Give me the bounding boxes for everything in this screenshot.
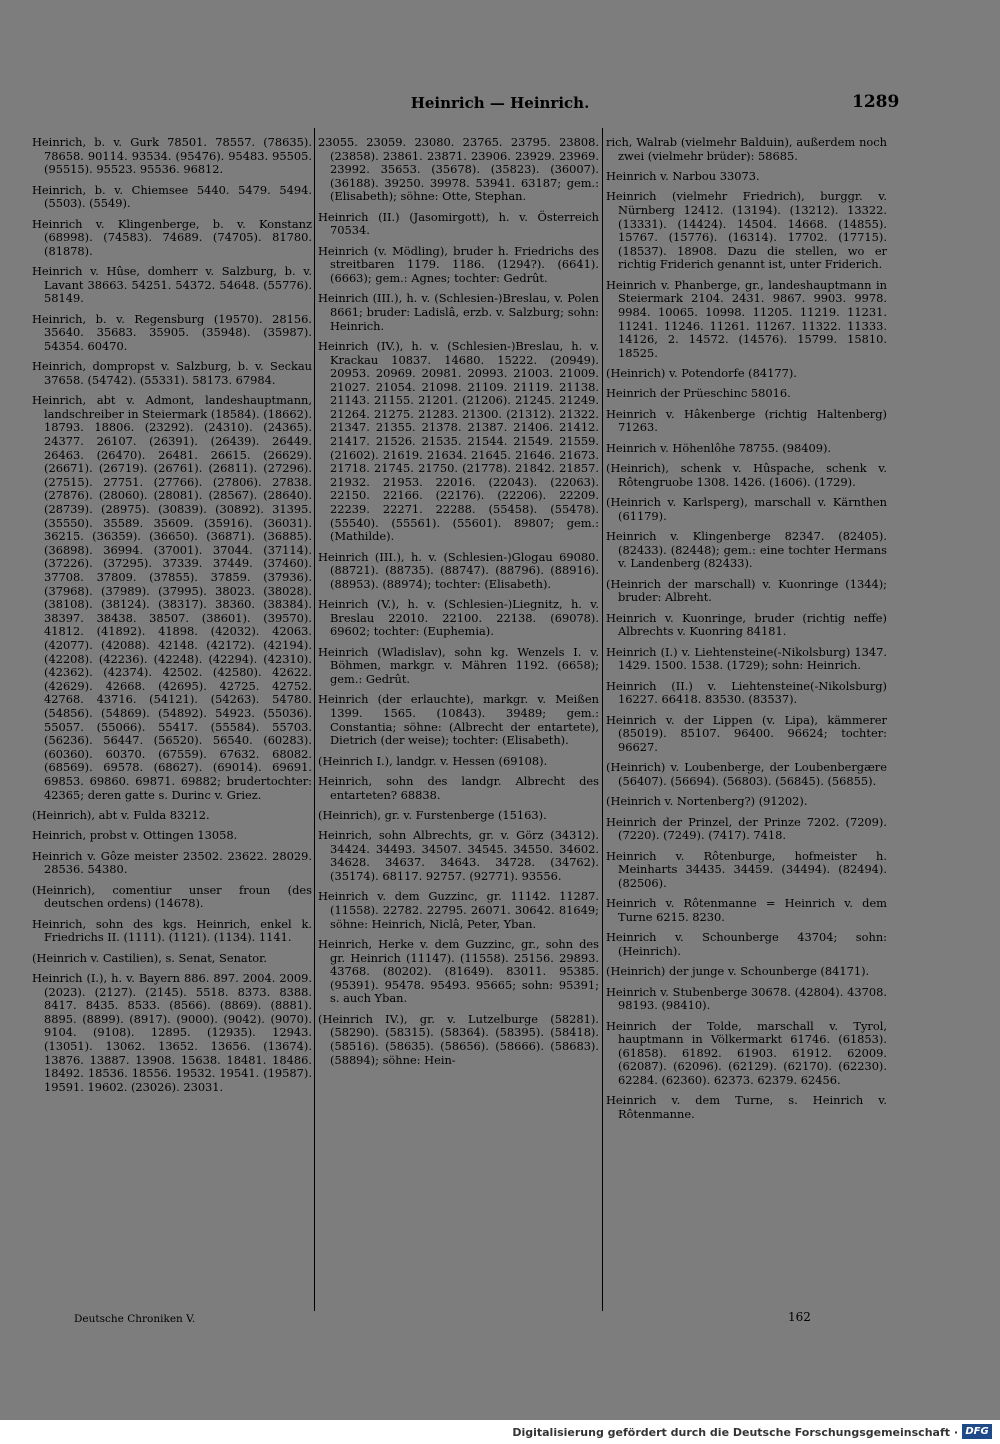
footer-signature-number: 162 [788,1310,811,1324]
index-entry: 23055. 23059. 23080. 23765. 23795. 23808. (23858). 23861. 23871. 23906. 23929. 23969. 23992. 35653. (35678). (35823). (36007). (36188). 39250. 39978. 53941. 63187; gem.: (Elisabeth); söhne: Otte, Stephan. [318,135,599,204]
index-entry: (Heinrich), comentiur unser froun (des deutschen ordens) (14678). [32,882,312,911]
index-entry: Heinrich (III.), h. v. (Schlesien-)Glogau 69080. (88721). (88735). (88747). (88796). (88916). (88953). (88974); tochter: (Elisabeth). [318,549,599,591]
index-entry: (Heinrich v. Castilien), s. Senat, Senator. [32,950,267,965]
index-entry: Heinrich, sohn Albrechts, gr. v. Görz (34312). 34424. 34493. 34507. 34545. 34550. 34602. 34628. 34637. 34643. 34728. (34762). (35174). 68117. 92757. (92771). 93556. [318,828,599,884]
index-entry: Heinrich v. Hâkenberge (richtig Haltenberg) 71263. [606,406,887,435]
index-entry: Heinrich v. Rôtenmanne = Heinrich v. dem Turne 6215. 8230. [606,896,887,924]
index-entry: (Heinrich v. Karlsperg), marschall v. Kärnthen (61179). [606,495,887,523]
index-entry: Heinrich, b. v. Gurk 78501. 78557. (78635). 78658. 90114. 93534. (95476). 95483. 95505. (95515). 95523. 95536. 96812. [32,135,312,177]
index-entry: Heinrich v. Höhenlôhe 78755. (98409). [606,440,832,455]
index-entry: Heinrich, abt v. Admont, landeshauptmann, landschreiber in Steiermark (18584). (18662). 18793. 18806. (23292). (24310). (24365). 24377. 26107. (26391). (26439). 26449. 26463. (26470). 26481. 26615. (26629). (26671). (26719). (26761). (26811). (27296). (27515). 27751. (27766). (27806). 27838. (27876). (28060). (28081). (28567). (28640). (28739). (28975). (30839). (30892). 31395. (35550). 35589. 35609. (35916). (36031). 36215. (36359). (36650). (36871). (36885). (36898). 36994. (37001). 37044. (37114). (37226). (37295). 37339. 37449. (37460). 37708. 37809. (37855). 37859. (37936). (37968). (37989). (37995). 38023. (38028). (38108). (38124). (38317). 38360. (38384). 38397. 38438. 38507. (38601). (39570). 41812. (41892). 41898. (42032). 42063. (42077). (42088). 42148. (42172). (42194). (42208). (42236). (42248). (42294). (42310). (42362). (42374). 42502. (42580). 42622. (42629). 42668. (42695). 42725. 42752. 42768. 43716. (54121). (54263). 54780. (54856). (54869). (54892). 54923. (55036). 55057. (55066). 55417. (55584). 55703. (56236). 56447. (56520). 56540. (60283). (60360). 60370. (67559). 67632. 68082. (68569). 69578. (68627). (69014). 69691. 69853. 69860. 69871. 69882; brudertochter: 42365; deren gatte s. Durinc v. Griez. [32,393,312,802]
index-entry: Heinrich v. dem Turne, s. Heinrich v. Rôtenmanne. [606,1093,887,1121]
index-entry: Heinrich v. Rôtenburge, hofmeister h. Meinharts 34435. 34459. (34494). (82494). (82506). [606,848,887,890]
index-entry: (Heinrich) v. Loubenberge, der Loubenbergære (56407). (56694). (56803). (56845). (56855). [606,760,887,788]
column-rule [602,128,603,1311]
dfg-credit-text: Digitalisierung gefördert durch die Deutsche Forschungsgemeinschaft · [512,1426,958,1439]
index-entry: Heinrich v. Klingenberge, b. v. Konstanz (68998). (74583). 74689. (74705). 81780. (81878). [32,216,312,258]
index-entry: Heinrich v. Klingenberge 82347. (82405). (82433). (82448); gem.: eine tochter Hermans v. Landenberg (82433). [606,529,887,571]
page-number: 1289 [852,92,900,112]
index-entry: (Heinrich der marschall) v. Kuonringe (1344); bruder: Albreht. [606,576,887,605]
index-entry: Heinrich der Prüeschinc 58016. [606,386,791,401]
index-entry: (Heinrich), gr. v. Furstenberge (15163). [318,807,547,822]
index-entry: Heinrich (II.) v. Liehtensteine(-Nikolsburg) 16227. 66418. 83530. (83537). [606,678,887,707]
index-entry: (Heinrich IV.), gr. v. Lutzelburge (58281). (58290). (58315). (58364). (58395). (58418). (58516). (58635). (58656). (58666). (58683). (58894); söhne: Hein- [318,1011,599,1067]
index-entry: Heinrich, Herke v. dem Guzzinc, gr., sohn des gr. Heinrich (11147). (11558). 25156. 29893. 43768. (80202). (81649). 83011. 95385. (95391). 95478. 95493. 95665; sohn: 95391; s. auch Yban. [318,937,599,1006]
index-entry: Heinrich der Tolde, marschall v. Tyrol, hauptmann in Völkermarkt 61746. (61853). (61858). 61892. 61903. 61912. 62009. (62087). (62096). (62129). (62170). (62230). 62284. (62360). 62373. 62379. 62456. [606,1018,887,1087]
index-entry: (Heinrich I.), landgr. v. Hessen (69108). [318,753,548,768]
index-entry: Heinrich (Wladislav), sohn kg. Wenzels I. v. Böhmen, markgr. v. Mähren 1192. (6658); gem.: Gedrût. [318,644,599,686]
column-3 [606,136,887,1128]
index-entry: Heinrich, probst v. Ottingen 13058. [32,828,238,843]
column-rule [314,128,315,1311]
footer-series-title: Deutsche Chroniken V. [74,1313,196,1325]
index-entry: Heinrich, b. v. Regensburg (19570). 28156. 35640. 35683. 35905. (35948). (35987). 54354. 60470. [32,311,312,353]
index-entry: Heinrich v. Stubenberge 30678. (42804). 43708. 98193. (98410). [606,984,887,1013]
index-entry: Heinrich (v. Mödling), bruder h. Friedrichs des streitbaren 1179. 1186. (1294?). (6641). (6663); gem.: Agnes; tochter: Gedrût. [318,243,599,285]
index-entry: Heinrich (der erlauchte), markgr. v. Meißen 1399. 1565. (10843). 39489; gem.: Constantia; söhne: (Albrecht der entartete), Dietrich (der weise); tochter: (Elisabeth). [318,692,599,748]
index-entry: Heinrich v. Kuonringe, bruder (richtig neffe) Albrechts v. Kuonring 84181. [606,610,887,639]
index-entry: Heinrich, sohn des kgs. Heinrich, enkel k. Friedrichs II. (1111). (1121). (1134). 1141. [32,916,312,945]
index-entry: Heinrich v. der Lippen (v. Lipa), kämmerer (85019). 85107. 96400. 96624; tochter: 96627. [606,712,887,754]
index-entry: Heinrich (II.) (Jasomirgott), h. v. Österreich 70534. [318,209,599,238]
index-entry: Heinrich v. Narbou 33073. [606,168,760,183]
dfg-logo: DFG [962,1424,992,1439]
index-entry: (Heinrich), schenk v. Hûspache, schenk v. Rôtengruobe 1308. 1426. (1606). (1729). [606,461,887,489]
index-entry: Heinrich (I.), h. v. Bayern 886. 897. 2004. 2009. (2023). (2127). (2145). 5518. 8373. 8388. 8417. 8435. 8533. (8566). (8869). (8881). 8895. (8899). (8917). (9000). (9042). (9070). 9104. (9108). 12895. (12935). 12943. (13051). 13062. 13652. 13656. (13674). 13876. 13887. 13908. 15638. 18481. 18486. 18492. 18536. 18556. 19532. 19541. (19587). 19591. 19602. (23026). 23031. [32,971,312,1094]
index-entry: Heinrich, sohn des landgr. Albrecht des entarteten? 68838. [318,773,599,802]
index-entry: rich, Walrab (vielmehr Balduin), außerdem noch zwei (vielmehr brüder): 58685. [606,135,887,163]
index-entry: Heinrich v. dem Guzzinc, gr. 11142. 11287. (11558). 22782. 22795. 26071. 30642. 81649; söhne: Heinrich, Niclâ, Peter, Yban. [318,889,599,931]
index-entry: Heinrich v. Hûse, domherr v. Salzburg, b. v. Lavant 38663. 54251. 54372. 54648. (55776). 58149. [32,264,312,306]
dfg-credit-bar [0,1420,1000,1444]
column-2 [318,136,599,1074]
index-entry: Heinrich (III.), h. v. (Schlesien-)Breslau, v. Polen 8661; bruder: Ladislâ, erzb. v. Salzburg; sohn: Heinrich. [318,291,599,333]
column-1 [32,136,312,1101]
index-entry: Heinrich (V.), h. v. (Schlesien-)Liegnitz, h. v. Breslau 22010. 22100. 22138. (69078). 69602; tochter: (Euphemia). [318,597,599,639]
index-entry: Heinrich (IV.), h. v. (Schlesien-)Breslau, h. v. Krackau 10837. 14680. 15222. (20949). 20953. 20969. 20981. 20993. 21003. 21009. 21027. 21054. 21098. 21109. 21119. 21138. 21143. 21155. 21201. (21206). 21245. 21249. 21264. 21275. 21283. 21300. (21312). 21322. 21347. 21355. 21378. 21387. 21406. 21412. 21417. 21526. 21535. 21544. 21549. 21559. (21602). 21619. 21634. 21645. 21646. 21673. 21718. 21745. 21750. (21778). 21842. 21857. 21932. 21953. 22016. (22043). (22063). 22150. 22166. (22176). (22206). 22209. 22239. 22271. 22288. (55458). (55478). (55540). (55561). (55601). 89807; gem.: (Mathilde). [318,338,599,544]
index-entry: Heinrich v. Schounberge 43704; sohn: (Heinrich). [606,930,887,958]
index-entry: (Heinrich), abt v. Fulda 83212. [32,807,210,822]
index-entry: (Heinrich) v. Potendorfe (84177). [606,366,797,381]
index-entry: Heinrich, b. v. Chiemsee 5440. 5479. 5494. (5503). (5549). [32,182,312,211]
index-entry: Heinrich v. Gôze meister 23502. 23622. 28029. 28536. 54380. [32,848,312,877]
index-entry: (Heinrich v. Nortenberg?) (91202). [606,794,808,809]
page-header-title: Heinrich — Heinrich. [410,94,590,112]
index-entry: Heinrich (I.) v. Liehtensteine(-Nikolsburg) 1347. 1429. 1500. 1538. (1729); sohn: Heinrich. [606,644,887,673]
index-entry: Heinrich (vielmehr Friedrich), burggr. v. Nürnberg 12412. (13194). (13212). 13322. (13331). (14424). 14504. 14668. (14855). 15767. (15776). (16314). 17702. (17715). (18537). 18908. Dazu die stellen, wo er richtig Friderich genannt ist, unter Friderich. [606,189,887,272]
index-entry: Heinrich der Prinzel, der Prinze 7202. (7209). (7220). (7249). (7417). 7418. [606,814,887,843]
index-entry: Heinrich v. Phanberge, gr., landeshauptmann in Steiermark 2104. 2431. 9867. 9903. 9978. 9984. 10065. 10998. 11205. 11219. 11231. 11241. 11246. 11261. 11267. 11322. 11333. 14126, 2. 14572. (14576). 15799. 15810. 18525. [606,277,887,360]
index-entry: Heinrich, dompropst v. Salzburg, b. v. Seckau 37658. (54742). (55331). 58173. 67984. [32,359,312,387]
index-entry: (Heinrich) der junge v. Schounberge (84171). [606,964,870,979]
